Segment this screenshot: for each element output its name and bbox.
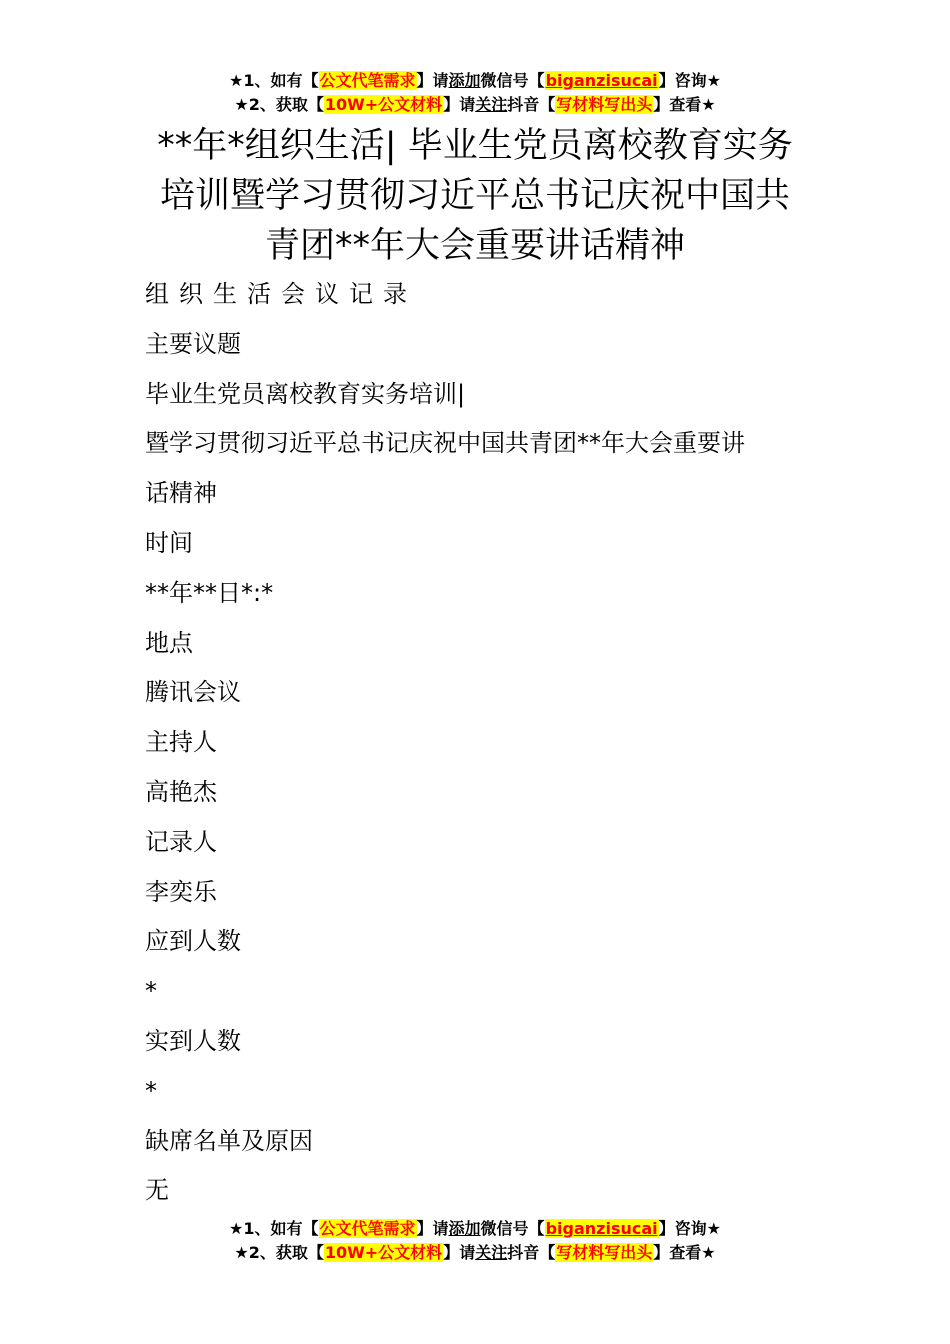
promo-line-1-highlight-service: 公文代笔需求 xyxy=(319,1219,416,1238)
absent-value: 无 xyxy=(145,1176,169,1205)
topic-value-line-2: 暨学习贯彻习近平总书记庆祝中国共青团**年大会重要讲 xyxy=(145,429,745,458)
promo-line-1-prefix: ★1、如有【 xyxy=(229,71,319,90)
absent-label: 缺席名单及原因 xyxy=(145,1126,313,1155)
topic-value-line-1: 毕业生党员离校教育实务培训| xyxy=(145,379,466,408)
promo-line-1-wechat-id: biganzisucai xyxy=(545,71,658,90)
expected-count-label: 应到人数 xyxy=(145,927,241,956)
host-value: 高艳杰 xyxy=(145,777,217,806)
promo-line-1-prefix: ★1、如有【 xyxy=(229,1219,319,1238)
top-promo-banner xyxy=(0,69,950,117)
promo-line-2-mid2: 抖音【 xyxy=(507,1243,556,1262)
bottom-promo-banner xyxy=(0,1217,950,1265)
promo-line-1-suffix: 】咨询★ xyxy=(658,1219,721,1238)
promo-line-2-suffix: 】查看★ xyxy=(653,95,716,114)
promo-line-2-highlight-materials: 10W+公文材料 xyxy=(324,1243,443,1262)
promo-line-2-mid: 】请 xyxy=(443,95,476,114)
promo-line-1-mid: 】请 xyxy=(416,71,449,90)
promo-line-2-highlight-materials: 10W+公文材料 xyxy=(324,95,443,114)
promo-line-2-mid: 】请 xyxy=(443,1243,476,1262)
promo-line-2 xyxy=(0,93,950,117)
place-value: 腾讯会议 xyxy=(145,678,241,707)
record-heading: 组织生活会议记录 xyxy=(145,280,417,308)
promo-line-1-wechat-id: biganzisucai xyxy=(545,1219,658,1238)
promo-line-1-bottom xyxy=(0,1217,950,1241)
promo-line-1-highlight-service: 公文代笔需求 xyxy=(319,71,416,90)
actual-count-label: 实到人数 xyxy=(145,1026,241,1055)
time-label: 时间 xyxy=(145,528,193,557)
promo-line-2-suffix: 】查看★ xyxy=(653,1243,716,1262)
document-title xyxy=(100,121,850,271)
promo-line-1-suffix: 】咨询★ xyxy=(658,71,721,90)
promo-line-2-prefix: ★2、获取【 xyxy=(234,95,324,114)
promo-line-2-douyin-id: 写材料写出头 xyxy=(556,95,653,114)
actual-count-value: * xyxy=(145,1076,157,1105)
title-line-2: 培训暨学习贯彻习近平总书记庆祝中国共 xyxy=(159,176,790,216)
title-line-1: **年*组织生活| 毕业生党员离校教育实务 xyxy=(157,126,793,166)
topic-value-line-3: 话精神 xyxy=(145,479,217,508)
time-value: **年**日*:* xyxy=(145,578,274,607)
recorder-label: 记录人 xyxy=(145,827,217,856)
promo-line-1 xyxy=(0,69,950,93)
topic-label: 主要议题 xyxy=(145,329,241,358)
promo-line-1-underlined: 添加 xyxy=(448,1219,481,1238)
promo-line-1-underlined: 添加 xyxy=(448,71,481,90)
promo-line-2-prefix: ★2、获取【 xyxy=(234,1243,324,1262)
promo-line-1-mid2: 微信号【 xyxy=(480,71,545,90)
promo-line-2-mid2: 抖音【 xyxy=(507,95,556,114)
host-label: 主持人 xyxy=(145,728,217,757)
recorder-value: 李奕乐 xyxy=(145,877,217,906)
place-label: 地点 xyxy=(145,628,193,657)
promo-line-1-mid: 】请 xyxy=(416,1219,449,1238)
promo-line-2-bottom xyxy=(0,1241,950,1265)
expected-count-value: * xyxy=(145,977,157,1006)
promo-line-1-mid2: 微信号【 xyxy=(480,1219,545,1238)
meeting-record xyxy=(145,270,845,1216)
promo-line-2-underlined: 关注 xyxy=(475,95,508,114)
promo-line-2-underlined: 关注 xyxy=(475,1243,508,1262)
promo-line-2-douyin-id: 写材料写出头 xyxy=(556,1243,653,1262)
title-line-3: 青团**年大会重要讲话精神 xyxy=(264,226,685,266)
